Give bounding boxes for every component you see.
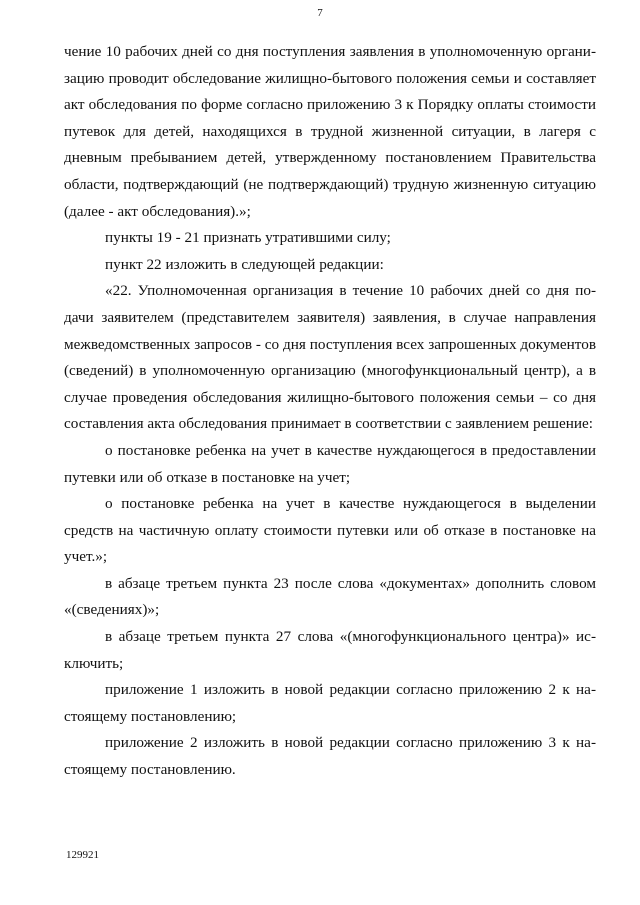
paragraph-items-19-21: пункты 19 - 21 признать утратившими силу; (105, 229, 391, 247)
paragraph-item-27: в абзаце третьем пункта 27 слова «(многофункционального центра)» исключить; (64, 628, 596, 672)
paragraph-decision-funds: о постановке ребенка на учет в качестве нуждающегося в выделении средств на частичную оплату стоимости путевки или об отказе в постановке на учет.»; (64, 495, 596, 566)
paragraph-item-22-intro: пункт 22 изложить в следующей редакции: (105, 255, 384, 273)
paragraph-appendix-1: приложение 1 изложить в новой редакции согласно приложению 2 к настоящему постановлению; (64, 681, 596, 725)
paragraph-item-23: в абзаце третьем пункта 23 после слова «документах» дополнить словом «(сведениях)»; (64, 574, 596, 619)
page-number: 7 (317, 7, 323, 19)
paragraph-appendix-2: приложение 2 изложить в новой редакции согласно приложению 3 к настоящему постановлению. (64, 734, 596, 779)
paragraph-decision-voucher: о постановке ребенка на учет в качестве нуждающегося в предоставлении путевки или об отказе в постановке на учет; (64, 441, 596, 486)
paragraph-item-22-text: «22. Уполномоченная организация в течение 10 рабочих дней со дня подачи заявителем (представителем заявителя) заявления, в случае направления межведомственных запросов - со дня поступления всех запрошенных документов (сведений) в уполномоченную организацию (многофункциональный центр), а в случае проведения обследования жилищно-бытового положения семьи – со дня составления акта обследования принимает в соответствии с заявлением решение: (64, 282, 596, 433)
document-body (64, 39, 596, 784)
document-code: 129921 (66, 849, 99, 861)
paragraph-continuation: чение 10 рабочих дней со дня поступления заявления в уполномоченную организацию проводит обследование жилищно-бытового положения семьи и составляет акт обследования по форме согласно приложению 3 к Порядку оплаты стоимости путевок для детей, находящихся в трудной жизненной ситуации, в лагеря с дневным пребыванием детей, утвержденному постановлением Правительства области, подтверждающий (не подтверждающий) трудную жизненную ситуацию (далее - акт обследования).»; (64, 43, 596, 220)
